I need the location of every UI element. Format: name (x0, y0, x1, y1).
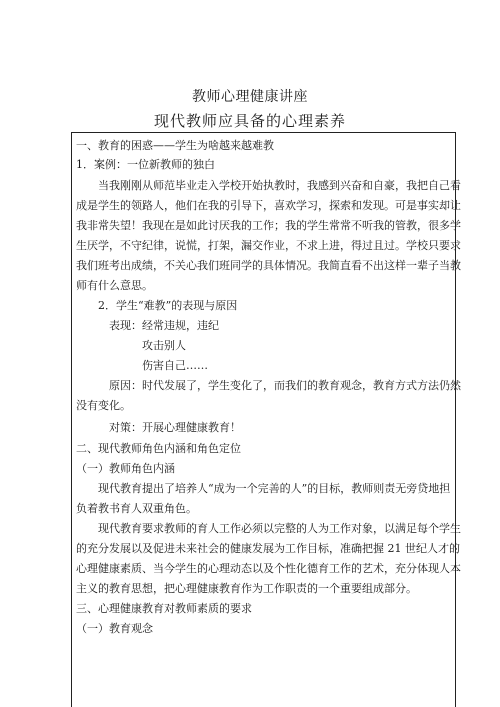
role-para-2-line-1: 现代教育要求教师的育人工作必须以完整的人为工作对象，以满足每个学生 (98, 522, 461, 535)
performance-3: 伤害自己…… (142, 359, 208, 372)
page-subtitle: 现代教师应具备的心理素养 (153, 112, 346, 130)
section-3-heading: 三、心理健康教育对教师素质的要求 (76, 602, 252, 615)
case-line-4: 生厌学，不守纪律，说慌，打架，漏交作业，不求上进，得过且过。学校只要求 (76, 239, 461, 252)
item-2-title: 2．学生“难教”的表现与原因 (98, 299, 238, 312)
section-2-heading: 二、现代教师角色内涵和角色定位 (76, 442, 241, 455)
section-1-heading: 一、教育的困惑——学生为啥越来越难教 (76, 139, 274, 152)
case-line-3: 我非常失望！我现在是如此讨厌我的工作；我的学生常常不听我的管教，很多学 (76, 219, 461, 232)
performance-2: 攻击别人 (142, 339, 186, 352)
role-para-1-line-1: 现代教育提出了培养人“成为一个完善的人”的目标，教师则责无旁贷地担 (98, 482, 451, 495)
role-para-2-line-2: 的充分发展以及促进未来社会的健康发展为工作目标，准确把握 21 世纪人才的 (76, 542, 460, 555)
cause-line-2: 没有变化。 (76, 399, 131, 412)
role-para-1-line-2: 负着教书育人双重角色。 (76, 502, 197, 515)
page-title: 教师心理健康讲座 (192, 89, 308, 105)
section-2-sub-1: （一）教师角色内涵 (76, 462, 175, 475)
countermeasure: 对策：开展心理健康教育！ (109, 421, 241, 434)
case-line-1: 当我刚刚从师范毕业走入学校开始执教时，我感到兴奋和自豪，我把自己看 (98, 179, 461, 192)
case-line-2: 成是学生的领路人，他们在我的引导下，喜欢学习，探索和发现。可是事实却让 (76, 199, 461, 212)
role-para-2-line-4: 主义的教育思想，把心理健康教育作为工作职责的一个重要组成部分。 (76, 582, 417, 595)
role-para-2-line-3: 心理健康素质、当今学生的心理动态以及个性化德育工作的艺术，充分体现人本 (76, 562, 461, 575)
case-line-5: 我们班考出成绩，不关心我们班同学的具体情况。我简直看不出这样一辈子当教 (76, 259, 461, 272)
section-3-sub-1: （一）教育观念 (76, 622, 153, 635)
cause-line-1: 原因：时代发展了，学生变化了，而我们的教育观念，教育方式方法仍然 (109, 379, 461, 392)
case-line-6: 师有什么意思。 (76, 279, 153, 292)
performance-1: 表现：经常违规，违纪 (109, 319, 219, 332)
case-title: 1．案例：一位新教师的独白 (76, 158, 215, 171)
